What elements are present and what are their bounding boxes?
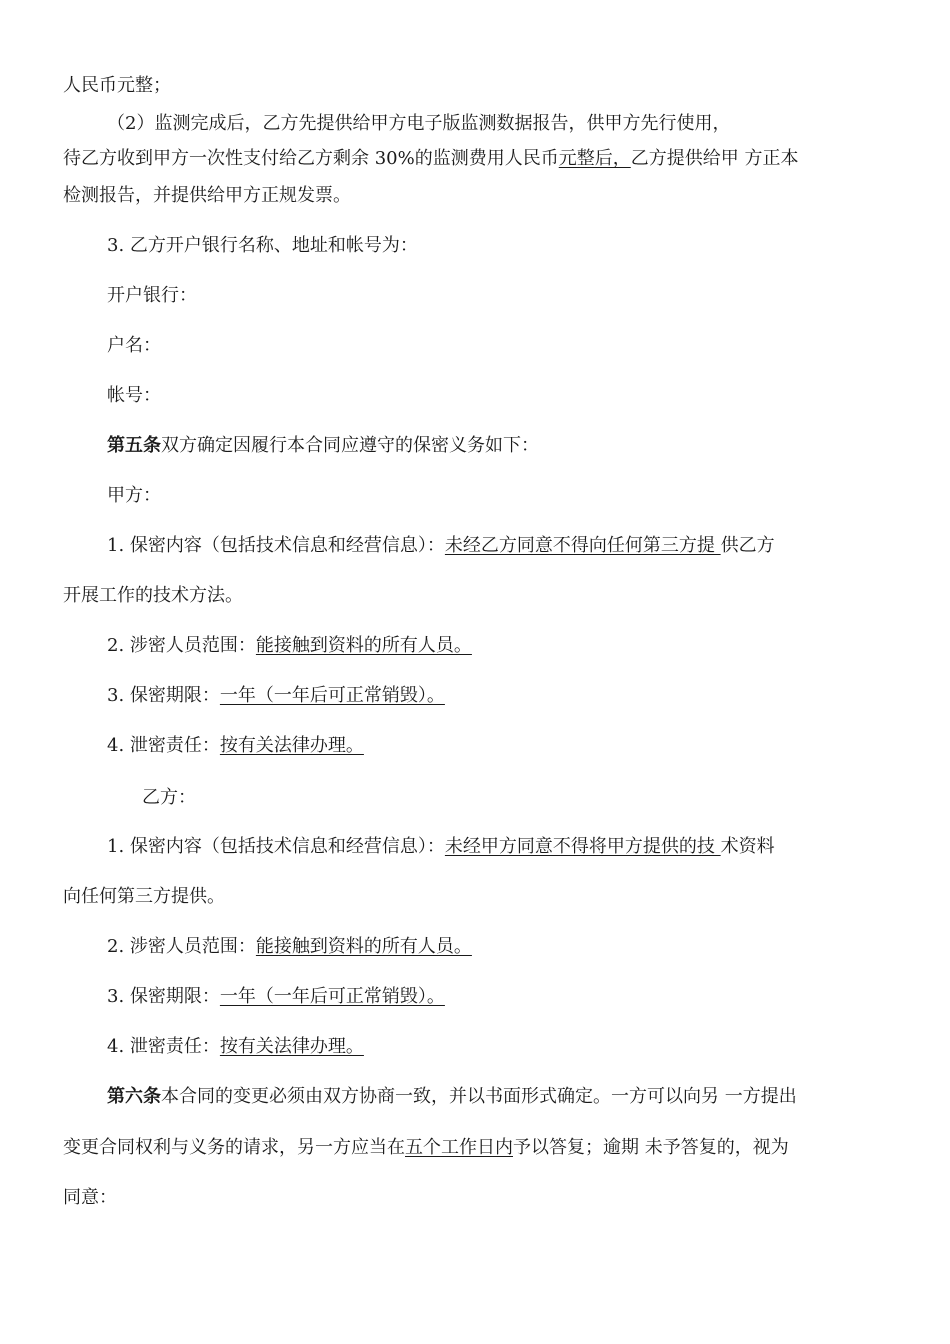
line-text: 1. 保密内容（包括技术信息和经营信息）：	[107, 535, 445, 556]
text-line	[107, 234, 418, 258]
line-text: 开户银行：	[107, 285, 197, 306]
underlined-text: 未经乙方同意不得向任何第三方提	[444, 535, 721, 556]
text-line	[107, 935, 472, 959]
text-line	[107, 1085, 797, 1109]
underlined-text: 一年（一年后可正常销毁）。	[219, 685, 445, 706]
line-text: 甲方：	[107, 485, 161, 506]
line-text: 乙方提供给甲 方正本	[630, 148, 799, 169]
text-line	[107, 1035, 364, 1059]
line-text: 双方确定因履行本合同应遵守的保密义务如下：	[161, 435, 539, 456]
line-text: 2. 涉密人员范围：	[107, 936, 256, 957]
line-text: 术资料	[720, 836, 775, 857]
line-text: 供乙方	[720, 535, 775, 556]
line-text: 检测报告，并提供给甲方正规发票。	[63, 185, 351, 206]
line-text: 同意：	[63, 1187, 117, 1208]
underlined-text: 能接触到资料的所有人员。	[255, 936, 472, 957]
text-line	[107, 534, 775, 558]
text-line	[107, 835, 775, 859]
text-line	[63, 1136, 789, 1160]
line-text: 4. 泄密责任：	[107, 735, 220, 756]
line-text: 人民币元整；	[63, 75, 171, 96]
text-line	[107, 434, 539, 458]
line-text: 待乙方收到甲方一次性支付给乙方剩余 30%的监测费用人民币	[63, 148, 559, 169]
article-heading: 第六条	[107, 1086, 161, 1107]
underlined-text: 按有关法律办理。	[219, 735, 364, 756]
line-text: 变更合同权利与义务的请求，另一方应当在	[63, 1137, 405, 1158]
line-text: 帐号：	[107, 385, 161, 406]
line-text: 3. 乙方开户银行名称、地址和帐号为：	[107, 235, 418, 256]
text-line	[63, 584, 243, 608]
text-line	[107, 112, 730, 136]
line-text: 1. 保密内容（包括技术信息和经营信息）：	[107, 836, 445, 857]
line-text: 2. 涉密人员范围：	[107, 635, 256, 656]
text-line	[107, 484, 161, 508]
underlined-text: 能接触到资料的所有人员。	[255, 635, 472, 656]
text-line	[107, 634, 472, 658]
text-line	[107, 985, 445, 1009]
underlined-text: 按有关法律办理。	[219, 1036, 364, 1057]
underlined-text: 未经甲方同意不得将甲方提供的技	[444, 836, 721, 857]
line-text: 予以答复；逾期 未予答复的，视为	[513, 1137, 789, 1158]
line-text: 开展工作的技术方法。	[63, 585, 243, 606]
underlined-text: 一年（一年后可正常销毁）。	[219, 986, 445, 1007]
line-text: 乙方：	[142, 787, 196, 808]
text-line	[63, 74, 171, 98]
line-text: 向任何第三方提供。	[63, 886, 225, 907]
underlined-text: 元整后，	[558, 148, 631, 169]
line-text: 3. 保密期限：	[107, 685, 220, 706]
text-line	[63, 885, 225, 909]
text-line	[63, 147, 798, 171]
line-text: 4. 泄密责任：	[107, 1036, 220, 1057]
article-heading: 第五条	[107, 435, 161, 456]
line-text: 本合同的变更必须由双方协商一致，并以书面形式确定。一方可以向另 一方提出	[161, 1086, 797, 1107]
text-line	[107, 734, 364, 758]
line-text: 3. 保密期限：	[107, 986, 220, 1007]
underlined-text: 五个工作日内	[405, 1137, 513, 1158]
line-text: （2）监测完成后，乙方先提供给甲方电子版监测数据报告，供甲方先行使用，	[107, 113, 731, 134]
text-line	[63, 1186, 117, 1210]
text-line	[142, 786, 196, 810]
line-text: 户名：	[107, 335, 161, 356]
text-line	[107, 334, 161, 358]
text-line	[107, 384, 161, 408]
text-line	[63, 184, 351, 208]
text-line	[107, 284, 197, 308]
text-line	[107, 684, 445, 708]
